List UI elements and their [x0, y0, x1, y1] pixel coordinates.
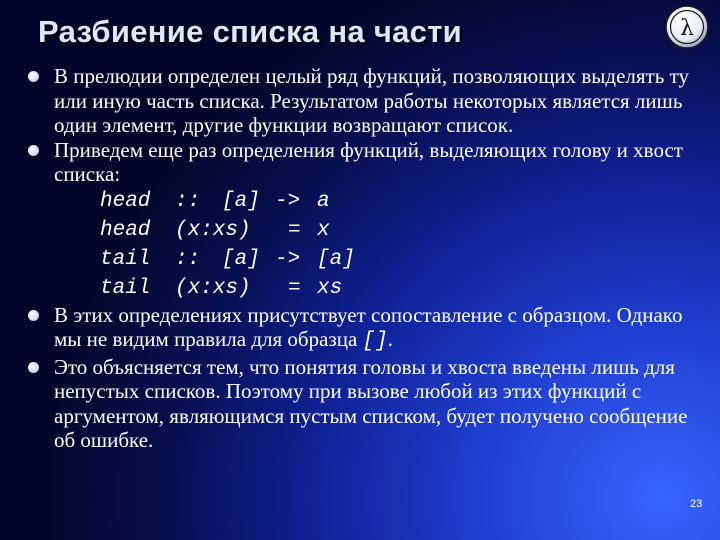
bullet-item [28, 303, 698, 355]
code-pattern: (x:xs) [175, 218, 251, 242]
page-number: 23 [690, 498, 703, 510]
bullet-suffix: . [387, 327, 393, 351]
bullet-dot-icon [28, 71, 39, 82]
code-result: a [317, 189, 330, 213]
code-pattern: :: [175, 247, 201, 271]
bullet-text: В этих определениях присутствует сопоставление с образцом. Однако мы не видим правила для образца [54, 302, 683, 351]
bullet-text: В прелюдии определен целый ряд функций, позволяющих выделять ту или иную часть списка. Результатом работы некоторых является лишь один элемент, другие функции возвращают список. [54, 64, 689, 137]
bullet-dot-icon [28, 145, 39, 156]
code-line [54, 216, 698, 245]
code-pattern: (x:xs) [175, 276, 251, 300]
code-operator: -> [275, 189, 301, 213]
bullet-dot-icon [28, 362, 39, 373]
bullet-text: Приведем еще раз определения функций, выделяющих голову и хвост списка: [54, 137, 683, 186]
bullet-dot-icon [28, 310, 39, 321]
bullet-list [28, 64, 698, 453]
bullet-text: Это объясняется тем, что понятия головы и хвоста введены лишь для непустых списков. Поэтому при вызове любой из этих функций с аргументом, являющимся пустым списком, будет получено сообщение об ошибке. [54, 354, 688, 452]
code-func: head [100, 189, 151, 213]
bullet-item [28, 355, 698, 453]
code-func: tail [100, 247, 151, 271]
code-block [54, 187, 698, 303]
code-type: [a] [222, 247, 260, 271]
code-operator: -> [275, 247, 301, 271]
code-operator: = [288, 218, 301, 242]
code-line [54, 274, 698, 303]
bullet-item [28, 138, 698, 303]
bullet-item [28, 64, 698, 138]
code-pattern: :: [175, 189, 201, 213]
code-type: [a] [222, 189, 260, 213]
code-func: tail [100, 276, 151, 300]
code-result: x [317, 218, 330, 242]
code-func: head [100, 218, 151, 242]
code-result: xs [317, 276, 343, 300]
code-line [54, 187, 698, 216]
inline-code: [] [362, 330, 388, 353]
slide-title: Разбиение списка на части [38, 14, 463, 49]
lambda-glyph: λ [680, 16, 694, 41]
code-result: [a] [317, 247, 355, 271]
lambda-icon [664, 4, 710, 50]
code-line [54, 245, 698, 274]
code-operator: = [288, 276, 301, 300]
